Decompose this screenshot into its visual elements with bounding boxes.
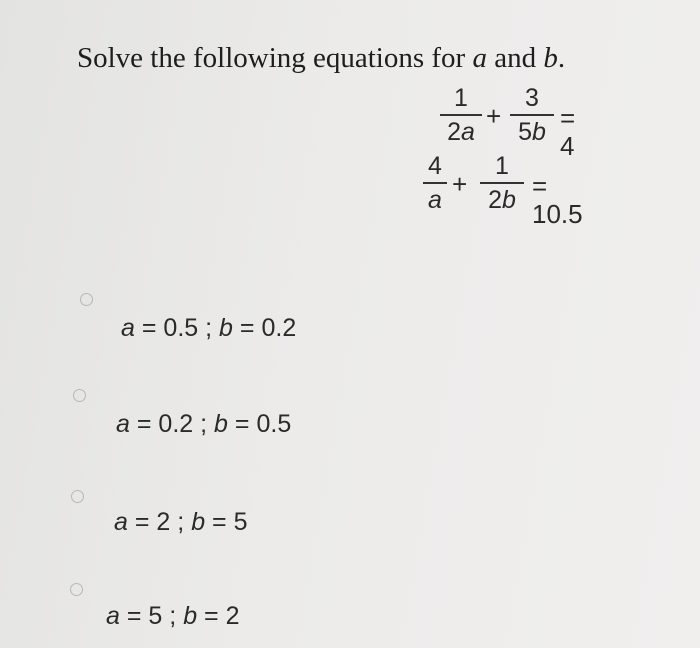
equation-1-term1 <box>440 84 482 146</box>
radio-button-2[interactable] <box>73 389 86 402</box>
option-label-1[interactable]: a = 0.5 ; b = 0.2 <box>121 314 297 342</box>
fraction-bar <box>510 114 554 116</box>
equation-1-operator: + <box>486 101 502 131</box>
radio-button-4[interactable] <box>70 583 83 596</box>
question-text <box>77 42 565 75</box>
fraction-bar <box>440 114 482 116</box>
equation-2-term2 <box>480 152 524 214</box>
equation-2-term1-numerator: 4 <box>428 152 442 180</box>
question-var-b: b <box>543 42 558 74</box>
equation-1-term1-numerator: 1 <box>454 84 468 112</box>
question-prefix: Solve the following equations for <box>77 42 473 74</box>
equation-1-rhs: = 4 <box>560 103 576 161</box>
radio-button-1[interactable] <box>80 293 93 306</box>
equation-2-operator: + <box>452 169 468 199</box>
equation-2-term2-numerator: 1 <box>495 152 509 180</box>
fraction-bar <box>423 182 447 184</box>
option-label-4[interactable]: a = 5 ; b = 2 <box>106 602 240 630</box>
option-label-2[interactable]: a = 0.2 ; b = 0.5 <box>116 410 292 438</box>
equation-1-term2-numerator: 3 <box>525 84 539 112</box>
equation-2-term1-denominator: a <box>428 186 442 214</box>
equation-2-rhs: = 10.5 <box>532 171 583 229</box>
equation-1-term1-denominator: 2a <box>447 118 475 146</box>
question-suffix: . <box>557 42 566 74</box>
question-middle: and <box>486 42 544 74</box>
equation-1-term2-denominator: 5b <box>518 118 546 146</box>
equation-2-term1 <box>423 152 447 214</box>
equation-1-term2 <box>510 84 554 146</box>
radio-button-3[interactable] <box>71 490 84 503</box>
fraction-bar <box>480 182 524 184</box>
option-label-3[interactable]: a = 2 ; b = 5 <box>114 508 248 536</box>
equation-2-term2-denominator: 2b <box>488 186 516 214</box>
question-var-a: a <box>472 42 487 74</box>
